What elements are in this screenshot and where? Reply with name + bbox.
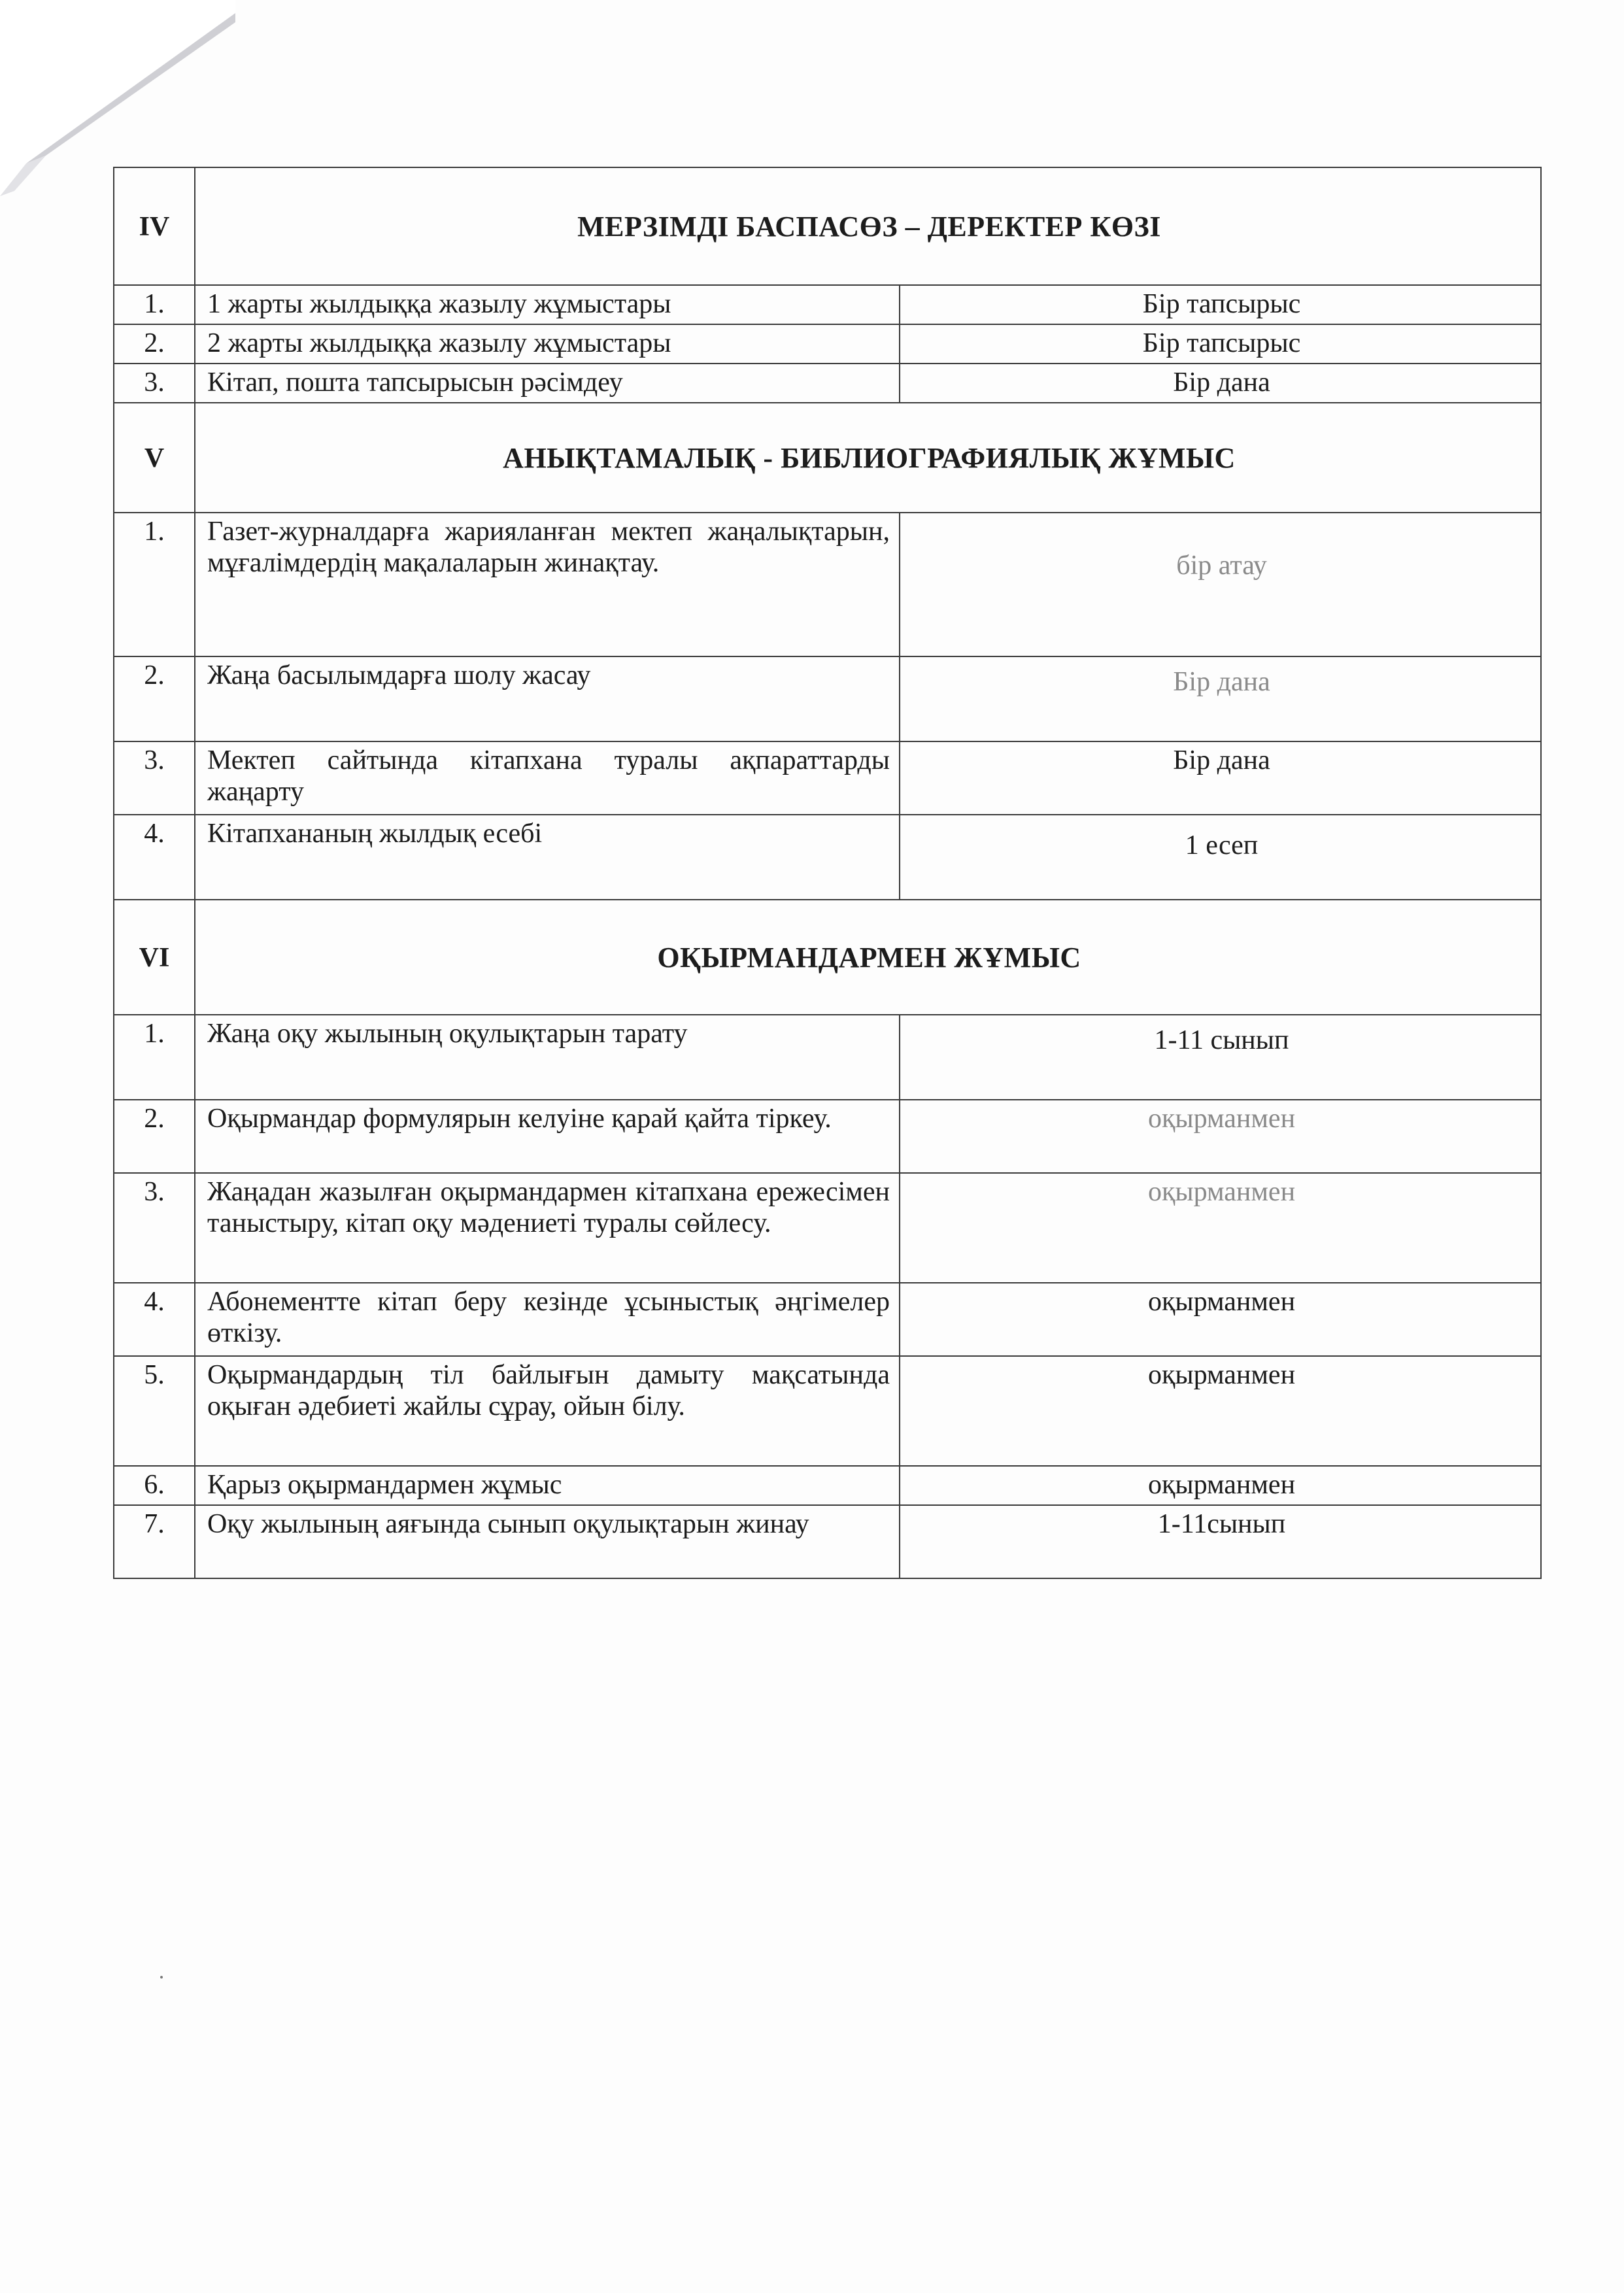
row-unit: Бір тапсырыс xyxy=(900,285,1541,324)
row-task: Жаңа оқу жылының оқулықтарын тарату xyxy=(195,1015,900,1100)
row-unit: Бір дана xyxy=(900,741,1541,815)
table-row xyxy=(114,513,1541,656)
row-unit: 1-11сынып xyxy=(900,1505,1541,1578)
row-number: 3. xyxy=(114,741,195,815)
row-task: Газет-журналдарға жарияланған мектеп жаңалықтарын, мұғалімдердің мақалаларын жинақтау. xyxy=(195,513,900,656)
section-roman: IV xyxy=(114,167,195,285)
row-number: 1. xyxy=(114,1015,195,1100)
table-row xyxy=(114,1466,1541,1505)
section-roman: VI xyxy=(114,900,195,1015)
table-row xyxy=(114,1173,1541,1283)
row-unit: 1-11 сынып xyxy=(900,1015,1541,1100)
table-row xyxy=(114,1015,1541,1100)
row-task: Оқырмандардың тіл байлығын дамыту мақсатында оқыған әдебиеті жайлы сұрау, ойын білу. xyxy=(195,1356,900,1466)
library-plan-table xyxy=(113,167,1542,1579)
row-unit: Бір дана xyxy=(900,656,1541,741)
row-task: Қарыз оқырмандармен жұмыс xyxy=(195,1466,900,1505)
row-unit: бір атау xyxy=(900,513,1541,656)
row-number: 5. xyxy=(114,1356,195,1466)
row-unit: оқырманмен xyxy=(900,1356,1541,1466)
table-row xyxy=(114,364,1541,403)
row-task: Оқу жылының аяғында сынып оқулықтарын жинау xyxy=(195,1505,900,1578)
row-task: Оқырмандар формулярын келуіне қарай қайта тіркеу. xyxy=(195,1100,900,1173)
section-title: МЕРЗІМДІ БАСПАСӨЗ – ДЕРЕКТЕР КӨЗІ xyxy=(195,167,1541,285)
row-number: 3. xyxy=(114,364,195,403)
table-row xyxy=(114,1283,1541,1356)
table-row xyxy=(114,285,1541,324)
scan-speck xyxy=(160,1976,163,1979)
table-row xyxy=(114,324,1541,364)
row-task: Кітап, пошта тапсырысын рәсімдеу xyxy=(195,364,900,403)
row-unit: 1 есеп xyxy=(900,815,1541,900)
row-unit: оқырманмен xyxy=(900,1173,1541,1283)
row-unit: оқырманмен xyxy=(900,1283,1541,1356)
table-row xyxy=(114,1505,1541,1578)
row-unit: оқырманмен xyxy=(900,1100,1541,1173)
row-task: Мектеп сайтында кітапхана туралы ақпараттарды жаңарту xyxy=(195,741,900,815)
row-number: 2. xyxy=(114,656,195,741)
row-number: 1. xyxy=(114,513,195,656)
table-row xyxy=(114,815,1541,900)
row-number: 3. xyxy=(114,1173,195,1283)
table-row xyxy=(114,1356,1541,1466)
table-row xyxy=(114,1100,1541,1173)
section-title: АНЫҚТАМАЛЫҚ - БИБЛИОГРАФИЯЛЫҚ ЖҰМЫС xyxy=(195,403,1541,513)
table-row xyxy=(114,656,1541,741)
row-task: Жаңадан жазылған оқырмандармен кітапхана ережесімен таныстыру, кітап оқу мәдениеті туралы сөйлесу. xyxy=(195,1173,900,1283)
row-number: 2. xyxy=(114,324,195,364)
row-number: 4. xyxy=(114,1283,195,1356)
row-task: Абонементте кітап беру кезінде ұсыныстық әңгімелер өткізу. xyxy=(195,1283,900,1356)
row-task: Жаңа басылымдарға шолу жасау xyxy=(195,656,900,741)
row-task: Кітапхананың жылдық есебі xyxy=(195,815,900,900)
row-number: 6. xyxy=(114,1466,195,1505)
row-unit: Бір дана xyxy=(900,364,1541,403)
row-unit: оқырманмен xyxy=(900,1466,1541,1505)
section-header-vi xyxy=(114,900,1541,1015)
section-title: ОҚЫРМАНДАРМЕН ЖҰМЫС xyxy=(195,900,1541,1015)
section-header-iv xyxy=(114,167,1541,285)
row-number: 1. xyxy=(114,285,195,324)
row-number: 4. xyxy=(114,815,195,900)
section-header-v xyxy=(114,403,1541,513)
row-task: 2 жарты жылдыққа жазылу жұмыстары xyxy=(195,324,900,364)
row-unit: Бір тапсырыс xyxy=(900,324,1541,364)
section-roman: V xyxy=(114,403,195,513)
row-number: 2. xyxy=(114,1100,195,1173)
row-task: 1 жарты жылдыққа жазылу жұмыстары xyxy=(195,285,900,324)
row-number: 7. xyxy=(114,1505,195,1578)
table-row xyxy=(114,741,1541,815)
